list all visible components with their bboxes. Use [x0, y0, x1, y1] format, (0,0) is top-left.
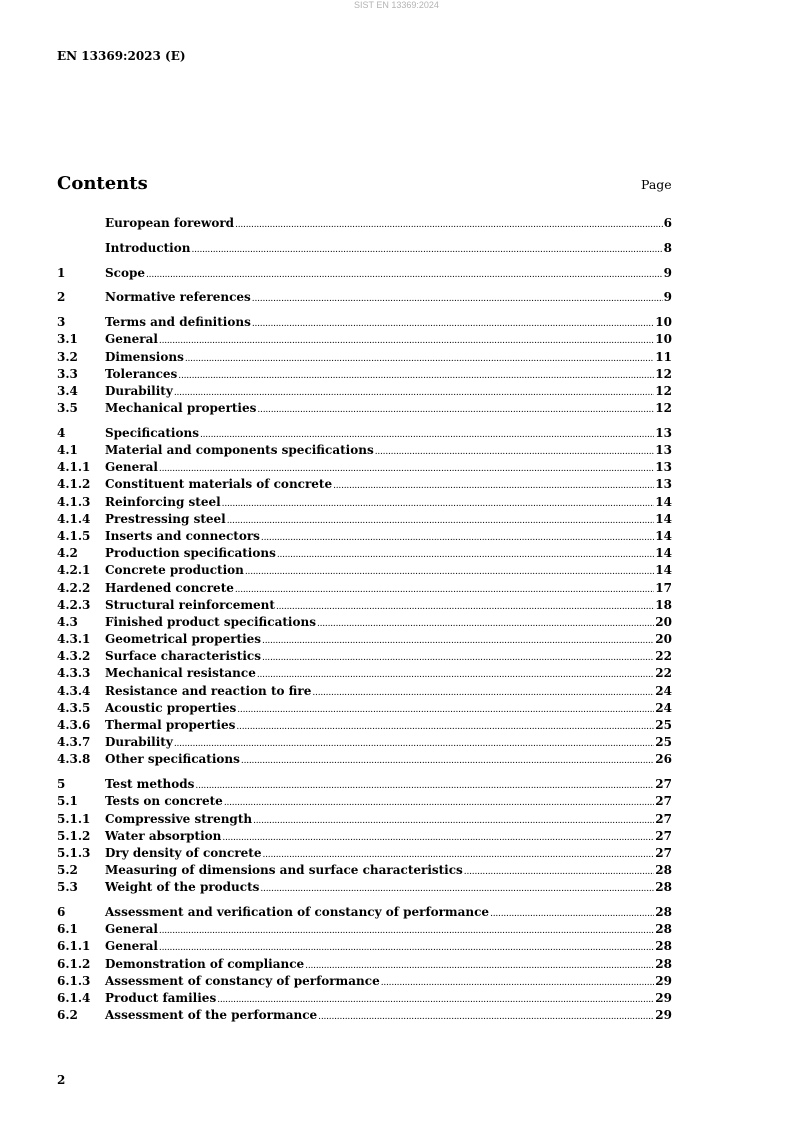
- toc-entry-title: Concrete production: [105, 563, 244, 578]
- toc-entry-page: 6: [663, 216, 672, 230]
- toc-entry-title: Product families: [105, 991, 217, 1006]
- toc-entry-page: 13: [655, 425, 672, 440]
- toc-entry-title: Resistance and reaction to fire: [105, 683, 312, 698]
- toc-entry-number: 3: [57, 315, 66, 330]
- toc-entry-number: 4.3.4: [57, 683, 91, 698]
- toc-dot-leader: [178, 368, 654, 385]
- toc-entry-number: 3.4: [57, 383, 78, 398]
- toc-dot-leader: [381, 975, 655, 992]
- toc-entry-number: 4.2.1: [57, 563, 91, 578]
- toc-entry-title: Mechanical properties: [105, 401, 257, 416]
- toc-entry-number: 5.3: [57, 880, 78, 895]
- toc-entry-title: Production specifications: [105, 546, 276, 561]
- page-number: 2: [57, 1073, 66, 1087]
- toc-entry[interactable]: [57, 349, 672, 366]
- toc-entry-number: 4.3.1: [57, 632, 91, 647]
- toc-dot-leader: [257, 667, 654, 684]
- toc-entry-number: 4.1: [57, 443, 78, 458]
- toc-entry-number: 5.1.3: [57, 845, 91, 860]
- toc-dot-leader: [159, 923, 654, 940]
- toc-entry-number: 4.3.8: [57, 752, 91, 767]
- toc-entry-number: 5.2: [57, 863, 78, 878]
- toc-entry-number: 4: [57, 425, 66, 440]
- toc-entry-page: 9: [663, 290, 672, 305]
- toc-entry[interactable]: [57, 938, 672, 955]
- toc-entry-page: 27: [655, 811, 672, 826]
- toc-entry-title: Compressive strength: [105, 811, 253, 826]
- toc-dot-leader: [191, 242, 662, 259]
- toc-entry-page: 27: [655, 828, 672, 843]
- toc-dot-leader: [159, 333, 654, 350]
- toc-entry-page: 12: [655, 366, 672, 381]
- toc-entry[interactable]: [57, 459, 672, 476]
- toc-entry-page: 28: [655, 863, 672, 878]
- toc-entry[interactable]: [57, 545, 672, 562]
- toc-entry-page: 14: [655, 494, 672, 509]
- toc-entry[interactable]: [57, 289, 672, 306]
- toc-entry-title: Reinforcing steel: [105, 494, 221, 509]
- toc-dot-leader: [464, 864, 655, 881]
- toc-entry-number: 4.1.1: [57, 460, 91, 475]
- toc-entry-number: 4.1.5: [57, 528, 91, 543]
- toc-entry-page: 26: [655, 752, 672, 767]
- toc-entry-number: 3.5: [57, 401, 78, 416]
- toc-entry-number: 5.1: [57, 794, 78, 809]
- table-of-contents: [57, 215, 672, 1024]
- toc-entry-title: Tolerances: [105, 366, 178, 381]
- toc-entry-page: 29: [655, 1008, 672, 1023]
- toc-entry-number: 6.1: [57, 922, 78, 937]
- toc-entry[interactable]: [57, 240, 672, 257]
- toc-dot-leader: [317, 616, 654, 633]
- toc-entry-number: 4.1.3: [57, 494, 91, 509]
- toc-entry-title: Durability: [105, 383, 173, 398]
- toc-entry-title: Inserts and connectors: [105, 528, 260, 543]
- toc-entry-title: Material and components specifications: [105, 443, 374, 458]
- toc-entry-title: Weight of the products: [105, 880, 260, 895]
- toc-entry-title: General: [105, 460, 158, 475]
- toc-entry-page: 9: [663, 265, 672, 280]
- toc-entry[interactable]: [57, 631, 672, 648]
- toc-entry[interactable]: [57, 700, 672, 717]
- toc-entry-page: 13: [655, 443, 672, 458]
- toc-dot-leader: [236, 719, 654, 736]
- toc-dot-leader: [185, 351, 654, 368]
- document-id: EN 13369:2023 (E): [57, 49, 186, 63]
- toc-entry-page: 24: [655, 683, 672, 698]
- toc-entry[interactable]: [57, 597, 672, 614]
- toc-dot-leader: [146, 267, 663, 284]
- toc-entry-title: Assessment and verification of constancy of performance: [105, 905, 490, 920]
- toc-entry[interactable]: [57, 648, 672, 665]
- toc-entry[interactable]: [57, 366, 672, 383]
- toc-entry-page: 29: [655, 991, 672, 1006]
- toc-entry-number: 4.3.5: [57, 700, 91, 715]
- toc-entry[interactable]: [57, 904, 672, 921]
- toc-entry-number: 6.1.2: [57, 956, 91, 971]
- toc-entry-page: 22: [655, 666, 672, 681]
- toc-entry-title: Test methods: [105, 777, 195, 792]
- toc-dot-leader: [222, 830, 654, 847]
- toc-entry-title: Thermal properties: [105, 718, 236, 733]
- toc-entry-title: Terms and definitions: [105, 315, 251, 330]
- toc-entry-page: 13: [655, 477, 672, 492]
- toc-entry-page: 20: [655, 614, 672, 629]
- toc-entry[interactable]: [57, 717, 672, 734]
- toc-entry[interactable]: [57, 845, 672, 862]
- toc-dot-leader: [235, 217, 663, 234]
- toc-entry-number: 1: [57, 265, 66, 280]
- toc-entry-number: 2: [57, 290, 66, 305]
- toc-dot-leader: [261, 530, 654, 547]
- toc-entry-page: 14: [655, 563, 672, 578]
- toc-entry-page: 28: [655, 939, 672, 954]
- toc-entry-title: Introduction: [105, 240, 191, 255]
- toc-entry[interactable]: [57, 562, 672, 579]
- toc-entry-page: 18: [655, 597, 672, 612]
- toc-entry[interactable]: [57, 614, 672, 631]
- toc-entry-title: Water absorption: [105, 828, 222, 843]
- toc-entry-page: 28: [655, 905, 672, 920]
- toc-entry-page: 27: [655, 845, 672, 860]
- toc-dot-leader: [222, 496, 655, 513]
- toc-entry[interactable]: [57, 425, 672, 442]
- toc-entry-number: 6: [57, 905, 66, 920]
- toc-entry-title: Assessment of the performance: [105, 1008, 318, 1023]
- toc-entry-page: 13: [655, 460, 672, 475]
- toc-dot-leader: [174, 736, 654, 753]
- toc-entry-title: Tests on concrete: [105, 794, 223, 809]
- toc-entry-title: Scope: [105, 265, 146, 280]
- toc-entry-page: 27: [655, 794, 672, 809]
- toc-entry-number: 5: [57, 777, 66, 792]
- toc-entry-page: 25: [655, 735, 672, 750]
- toc-entry-page: 12: [655, 383, 672, 398]
- toc-entry-title: Durability: [105, 735, 173, 750]
- toc-entry-number: 4.2.2: [57, 580, 91, 595]
- toc-entry[interactable]: [57, 811, 672, 828]
- toc-dot-leader: [252, 291, 663, 308]
- toc-dot-leader: [262, 633, 654, 650]
- toc-entry[interactable]: [57, 793, 672, 810]
- toc-entry[interactable]: [57, 400, 672, 417]
- toc-dot-leader: [237, 702, 654, 719]
- toc-entry-page: 14: [655, 511, 672, 526]
- toc-entry[interactable]: [57, 265, 672, 282]
- toc-entry-title: Dimensions: [105, 349, 184, 364]
- toc-dot-leader: [262, 650, 654, 667]
- toc-entry[interactable]: [57, 956, 672, 973]
- toc-entry-page: 10: [655, 332, 672, 347]
- toc-entry-number: 5.1.1: [57, 811, 91, 826]
- toc-entry-page: 8: [663, 240, 672, 255]
- toc-dot-leader: [257, 402, 654, 419]
- toc-dot-leader: [276, 599, 654, 616]
- toc-entry-number: 6.1.4: [57, 991, 91, 1006]
- toc-dot-leader: [260, 881, 654, 898]
- toc-entry[interactable]: [57, 314, 672, 331]
- toc-entry-number: 4.2: [57, 546, 78, 561]
- toc-entry[interactable]: [57, 494, 672, 511]
- toc-entry[interactable]: [57, 528, 672, 545]
- toc-entry[interactable]: [57, 921, 672, 938]
- toc-entry-number: 4.3.2: [57, 649, 91, 664]
- toc-entry-number: 4.3.6: [57, 718, 91, 733]
- toc-dot-leader: [235, 582, 654, 599]
- toc-entry-page: 29: [655, 973, 672, 988]
- toc-entry-number: 6.2: [57, 1008, 78, 1023]
- toc-entry-page: 28: [655, 956, 672, 971]
- toc-entry-title: Geometrical properties: [105, 632, 262, 647]
- toc-entry-page: 11: [655, 349, 672, 364]
- toc-entry-title: Constituent materials of concrete: [105, 477, 333, 492]
- toc-entry-title: Normative references: [105, 290, 251, 305]
- toc-entry-title: Structural reinforcement: [105, 597, 275, 612]
- toc-entry-title: Acoustic properties: [105, 700, 237, 715]
- toc-entry-title: General: [105, 332, 158, 347]
- toc-dot-leader: [312, 685, 654, 702]
- toc-entry-title: General: [105, 939, 158, 954]
- toc-entry-title: Surface characteristics: [105, 649, 261, 664]
- toc-entry-title: European foreword: [105, 216, 235, 230]
- toc-entry-number: 6.1.3: [57, 973, 91, 988]
- toc-entry-page: 12: [655, 401, 672, 416]
- toc-entry-number: 3.3: [57, 366, 78, 381]
- toc-entry-number: 3.1: [57, 332, 78, 347]
- toc-entry[interactable]: [57, 828, 672, 845]
- toc-entry-page: 22: [655, 649, 672, 664]
- toc-entry-page: 20: [655, 632, 672, 647]
- toc-dot-leader: [241, 753, 654, 770]
- toc-entry[interactable]: [57, 751, 672, 768]
- toc-dot-leader: [277, 547, 654, 564]
- toc-entry-title: Specifications: [105, 425, 199, 440]
- toc-entry[interactable]: [57, 331, 672, 348]
- toc-entry[interactable]: [57, 511, 672, 528]
- toc-entry-page: 25: [655, 718, 672, 733]
- toc-dot-leader: [375, 444, 655, 461]
- toc-entry-title: Assessment of constancy of performance: [105, 973, 380, 988]
- toc-entry-page: 24: [655, 700, 672, 715]
- watermark: SIST EN 13369:2024: [354, 0, 439, 10]
- toc-entry[interactable]: [57, 442, 672, 459]
- toc-entry-number: 4.3.7: [57, 735, 91, 750]
- toc-entry-number: 4.1.2: [57, 477, 91, 492]
- toc-dot-leader: [195, 778, 654, 795]
- toc-entry-page: 10: [655, 315, 672, 330]
- toc-entry-page: 14: [655, 546, 672, 561]
- toc-entry[interactable]: [57, 776, 672, 793]
- toc-entry-title: Measuring of dimensions and surface characteristics: [105, 863, 463, 878]
- toc-entry-number: 3.2: [57, 349, 78, 364]
- toc-entry-title: General: [105, 922, 158, 937]
- toc-entry-page: 28: [655, 922, 672, 937]
- toc-entry[interactable]: [57, 990, 672, 1007]
- toc-entry-title: Prestressing steel: [105, 511, 226, 526]
- toc-dot-leader: [253, 813, 654, 830]
- toc-entry-title: Demonstration of compliance: [105, 956, 305, 971]
- toc-entry-number: 5.1.2: [57, 828, 91, 843]
- toc-entry-number: 4.2.3: [57, 597, 91, 612]
- toc-entry[interactable]: [57, 683, 672, 700]
- toc-entry-number: 4.3.3: [57, 666, 91, 681]
- toc-entry[interactable]: [57, 1007, 672, 1024]
- contents-title: Contents: [57, 173, 148, 194]
- toc-entry[interactable]: [57, 973, 672, 990]
- toc-entry-number: 4.1.4: [57, 511, 91, 526]
- toc-entry[interactable]: [57, 476, 672, 493]
- toc-entry[interactable]: [57, 879, 672, 896]
- toc-entry-title: Finished product specifications: [105, 614, 316, 629]
- toc-entry[interactable]: [57, 862, 672, 879]
- toc-entry[interactable]: [57, 215, 672, 232]
- toc-entry[interactable]: [57, 734, 672, 751]
- toc-entry[interactable]: [57, 665, 672, 682]
- toc-entry-number: 4.3: [57, 614, 78, 629]
- toc-dot-leader: [333, 478, 654, 495]
- toc-entry-page: 14: [655, 528, 672, 543]
- toc-entry-title: Hardened concrete: [105, 580, 234, 595]
- toc-entry-page: 17: [655, 580, 672, 595]
- toc-entry-page: 28: [655, 880, 672, 895]
- toc-entry[interactable]: [57, 383, 672, 400]
- toc-entry-title: Mechanical resistance: [105, 666, 256, 681]
- toc-dot-leader: [245, 564, 654, 581]
- toc-entry-number: 6.1.1: [57, 939, 91, 954]
- toc-dot-leader: [227, 513, 655, 530]
- toc-dot-leader: [490, 906, 654, 923]
- toc-entry-title: Dry density of concrete: [105, 845, 262, 860]
- page-column-label: Page: [641, 177, 672, 192]
- toc-dot-leader: [224, 795, 654, 812]
- toc-entry-page: 27: [655, 777, 672, 792]
- toc-dot-leader: [318, 1009, 654, 1026]
- toc-entry[interactable]: [57, 580, 672, 597]
- toc-entry-title: Other specifications: [105, 752, 240, 767]
- toc-dot-leader: [252, 316, 654, 333]
